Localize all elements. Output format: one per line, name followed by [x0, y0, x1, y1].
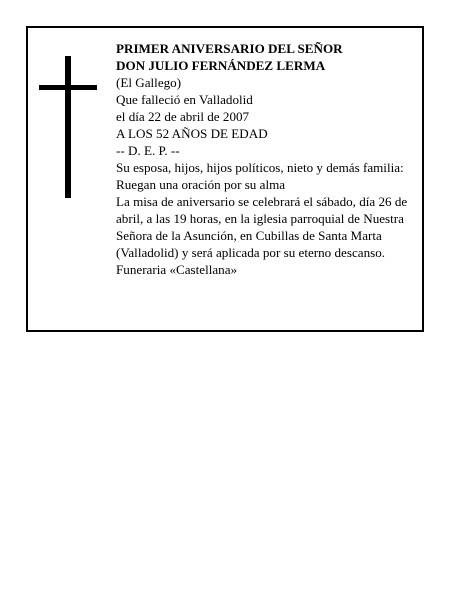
nickname: (El Gallego)	[116, 75, 182, 90]
mass-line-1: La misa de aniversario se celebrará el sábado, día 26 de	[116, 194, 408, 209]
death-place: Que falleció en Valladolid	[116, 92, 253, 107]
family-line: Su esposa, hijos, hijos políticos, nieto y demás familia:	[116, 160, 404, 175]
rip-line: -- D. E. P. --	[116, 143, 180, 158]
obituary-notice	[26, 26, 424, 332]
cross-vertical-bar	[65, 56, 71, 198]
heading-line-1: PRIMER ANIVERSARIO DEL SEÑOR	[116, 41, 343, 56]
death-date: el día 22 de abril de 2007	[116, 109, 250, 124]
prayer-request: Ruegan una oración por su alma	[116, 177, 286, 192]
funeral-home: Funeraria «Castellana»	[116, 262, 238, 277]
cross-icon	[39, 56, 97, 198]
mass-line-4: (Valladolid) y será aplicada por su eterno descanso.	[116, 245, 386, 260]
heading-line-2: DON JULIO FERNÁNDEZ LERMA	[116, 58, 326, 73]
mass-line-3: Señora de la Asunción, en Cubillas de Santa Marta	[116, 228, 382, 243]
cross-horizontal-bar	[39, 85, 97, 90]
age-at-death: A LOS 52 AÑOS DE EDAD	[116, 126, 268, 141]
notice-text-block	[116, 40, 422, 278]
mass-line-2: abril, a las 19 horas, en la iglesia parroquial de Nuestra	[116, 211, 404, 226]
